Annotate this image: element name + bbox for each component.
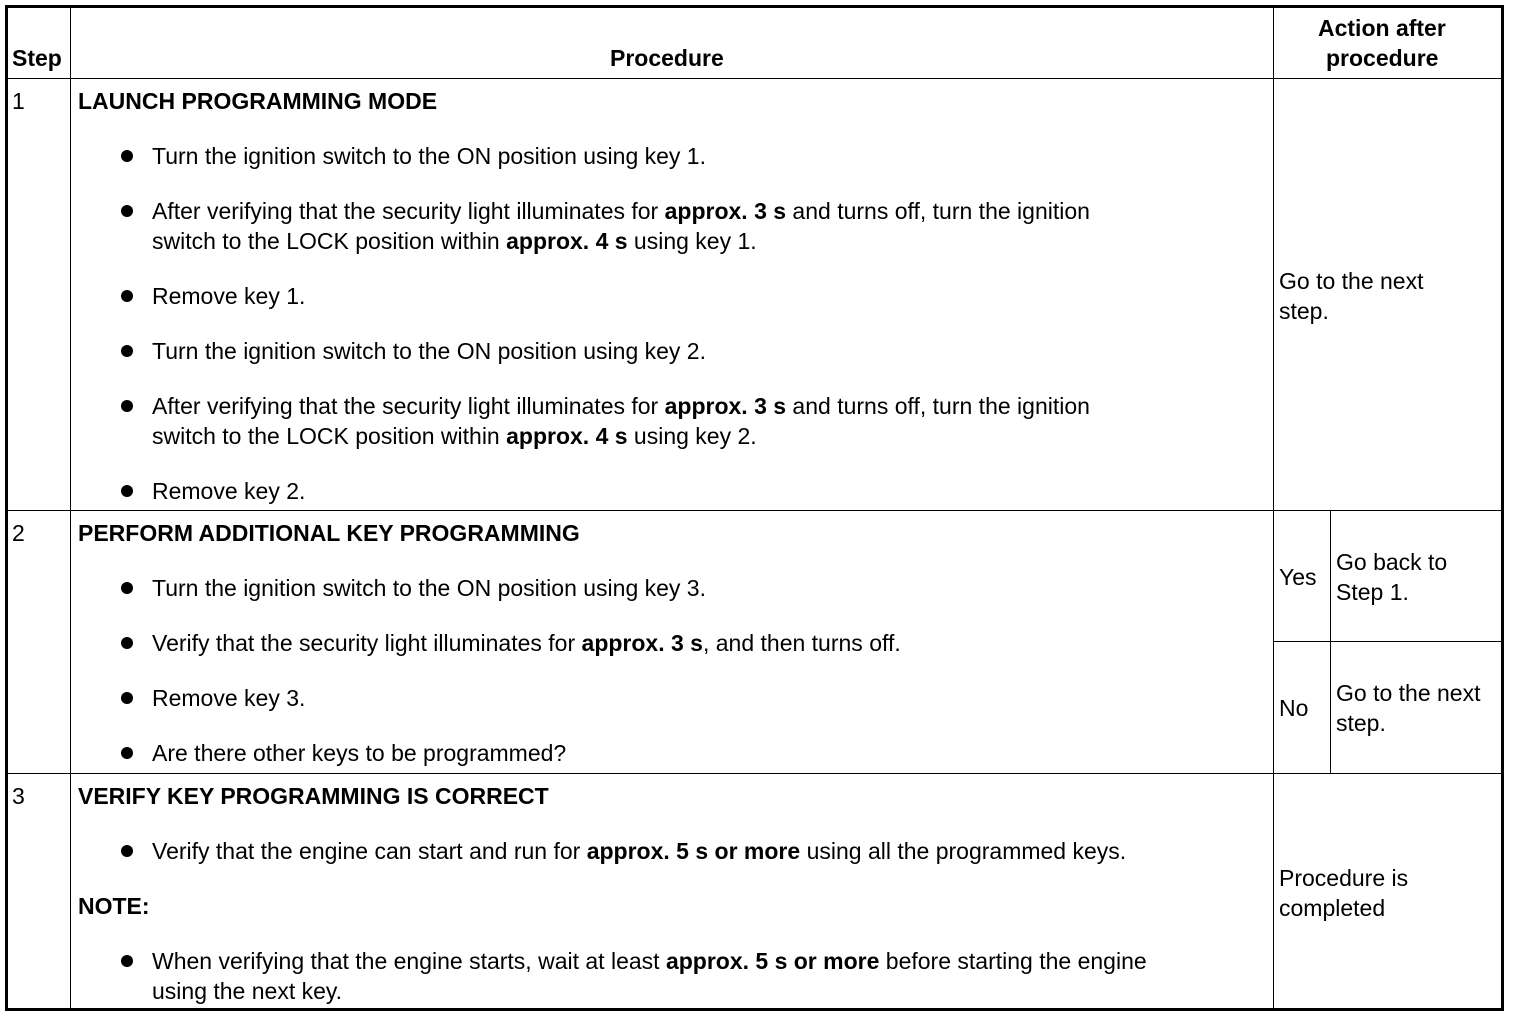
- bullet-text: Are there other keys to be programmed?: [152, 740, 567, 766]
- bullet-text: Turn the ignition switch to the ON position using key 2.: [152, 338, 706, 364]
- yes-label: Yes: [1279, 564, 1317, 590]
- action-text: Procedure is: [1279, 865, 1409, 891]
- bullet-icon: [121, 205, 133, 217]
- bullet-text: Verify that the security light illuminates for approx. 3 s, and then turns off.: [152, 630, 901, 656]
- no-action: Go to the next: [1336, 680, 1481, 706]
- action-text: Go to the next: [1279, 268, 1424, 294]
- bullet-text: After verifying that the security light illuminates for approx. 3 s and turns off, turn the ignition: [152, 198, 1090, 224]
- col-divider-yes-no: [1330, 511, 1331, 773]
- bullet-text: Remove key 2.: [152, 478, 306, 504]
- row-divider-header: [8, 78, 1501, 79]
- bullet-text: Turn the ignition switch to the ON position using key 3.: [152, 575, 706, 601]
- yes-action: Go back to: [1336, 549, 1448, 575]
- row-divider-yes-no: [1273, 641, 1501, 642]
- bullet-icon: [121, 400, 133, 412]
- note-label: NOTE:: [78, 893, 150, 919]
- header-action-line2: procedure: [1326, 45, 1439, 71]
- bullet-text: Verify that the engine can start and run for approx. 5 s or more using all the programmed keys.: [152, 838, 1127, 864]
- col-divider-step: [70, 8, 71, 1008]
- bullet-icon: [121, 747, 133, 759]
- bullet-icon: [121, 485, 133, 497]
- header-action-line1: Action after: [1318, 15, 1446, 41]
- no-action: step.: [1336, 710, 1386, 736]
- header-procedure: Procedure: [610, 45, 724, 71]
- bullet-icon: [121, 345, 133, 357]
- step-number: 1: [12, 88, 25, 114]
- bullet-text: Remove key 1.: [152, 283, 306, 309]
- action-text: completed: [1279, 895, 1386, 921]
- bullet-icon: [121, 845, 133, 857]
- header-step: Step: [12, 45, 62, 71]
- bullet-text: Remove key 3.: [152, 685, 306, 711]
- bullet-icon: [121, 637, 133, 649]
- bullet-icon: [121, 290, 133, 302]
- bullet-icon: [121, 692, 133, 704]
- bullet-text: switch to the LOCK position within approx. 4 s using key 1.: [152, 228, 757, 254]
- step-title: PERFORM ADDITIONAL KEY PROGRAMMING: [78, 520, 580, 546]
- no-label: No: [1279, 695, 1309, 721]
- bullet-text: Turn the ignition switch to the ON position using key 1.: [152, 143, 706, 169]
- yes-action: Step 1.: [1336, 579, 1409, 605]
- row-divider-1: [8, 510, 1501, 511]
- action-text: step.: [1279, 298, 1329, 324]
- bullet-text: switch to the LOCK position within approx. 4 s using key 2.: [152, 423, 757, 449]
- step-number: 2: [12, 520, 25, 546]
- bullet-icon: [121, 150, 133, 162]
- step-number: 3: [12, 783, 25, 809]
- bullet-text: When verifying that the engine starts, wait at least approx. 5 s or more before starting the engine: [152, 948, 1147, 974]
- bullet-text: using the next key.: [152, 978, 343, 1004]
- row-divider-2: [8, 773, 1501, 774]
- bullet-icon: [121, 582, 133, 594]
- step-title: VERIFY KEY PROGRAMMING IS CORRECT: [78, 783, 549, 809]
- bullet-icon: [121, 955, 133, 967]
- col-divider-action: [1273, 8, 1274, 1008]
- step-title: LAUNCH PROGRAMMING MODE: [78, 88, 438, 114]
- bullet-text: After verifying that the security light illuminates for approx. 3 s and turns off, turn the ignition: [152, 393, 1090, 419]
